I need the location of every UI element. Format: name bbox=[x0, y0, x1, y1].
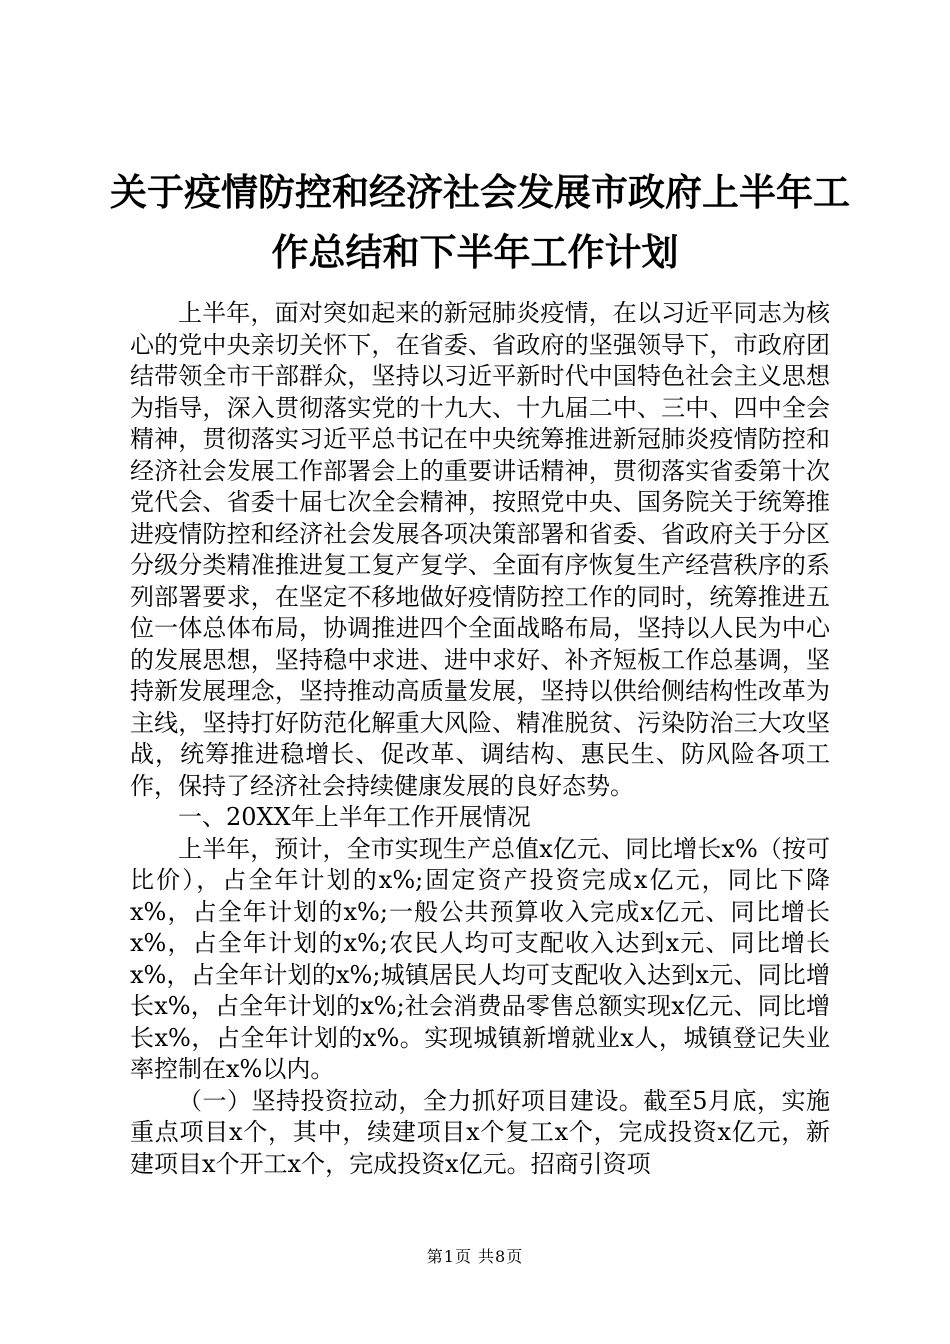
project-paragraph: （一）坚持投资拉动，全力抓好项目建设。截至5月底，实施重点项目x个，其中，续建项目x个复工x个，完成投资x亿元，新建项目x个开工x个，完成投资x亿元。招商引资项 bbox=[130, 1086, 830, 1178]
document-body bbox=[130, 298, 830, 1180]
page-number-footer: 第1页 共8页 bbox=[426, 1247, 524, 1266]
section-heading: 一、20XX年上半年工作开展情况 bbox=[178, 803, 531, 831]
document-title-line-2: 作总结和下半年工作计划 bbox=[271, 230, 679, 274]
summary-paragraph: 上半年，预计，全市实现生产总值x亿元、同比增长x%（按可比价），占全年计划的x%;固定资产投资完成x亿元，同比下降x%，占全年计划的x%;一般公共预算收入完成x亿元、同比增长x%，占全年计划的x%;农民人均可支配收入达到x元、同比增长x%，占全年计划的x%;城镇居民人均可支配收入达到x元、同比增长x%，占全年计划的x%;社会消费品零售总额实现x亿元、同比增长x%，占全年计划的x%。实现城镇新增就业x人，城镇登记失业率控制在x%以内。 bbox=[130, 834, 830, 1083]
document-title-line-1: 关于疫情防控和经济社会发展市政府上半年工 bbox=[110, 170, 850, 214]
intro-paragraph: 上半年，面对突如起来的新冠肺炎疫情，在以习近平同志为核心的党中央亲切关怀下，在省委、省政府的坚强领导下，市政府团结带领全市干部群众，坚持以习近平新时代中国特色社会主义思想为指导，深入贯彻落实党的十九大、十九届二中、三中、四中全会精神，贯彻落实习近平总书记在中央统筹推进新冠肺炎疫情防控和经济社会发展工作部署会上的重要讲话精神，贯彻落实省委第十次党代会、省委十届七次全会精神，按照党中央、国务院关于统筹推进疫情防控和经济社会发展各项决策部署和省委、省政府关于分区分级分类精准推进复工复产复学、全面有序恢复生产经营秩序的系列部署要求，在坚定不移地做好疫情防控工作的同时，统筹推进五位一体总体布局，协调推进四个全面战略布局，坚持以人民为中心的发展思想，坚持稳中求进、进中求好、补齐短板工作总基调，坚持新发展理念，坚持推动高质量发展，坚持以供给侧结构性改革为主线，坚持打好防范化解重大风险、精准脱贫、污染防治三大攻坚战，统筹推进稳增长、促改革、调结构、惠民生、防风险各项工作，保持了经济社会持续健康发展的良好态势。 bbox=[130, 299, 830, 800]
